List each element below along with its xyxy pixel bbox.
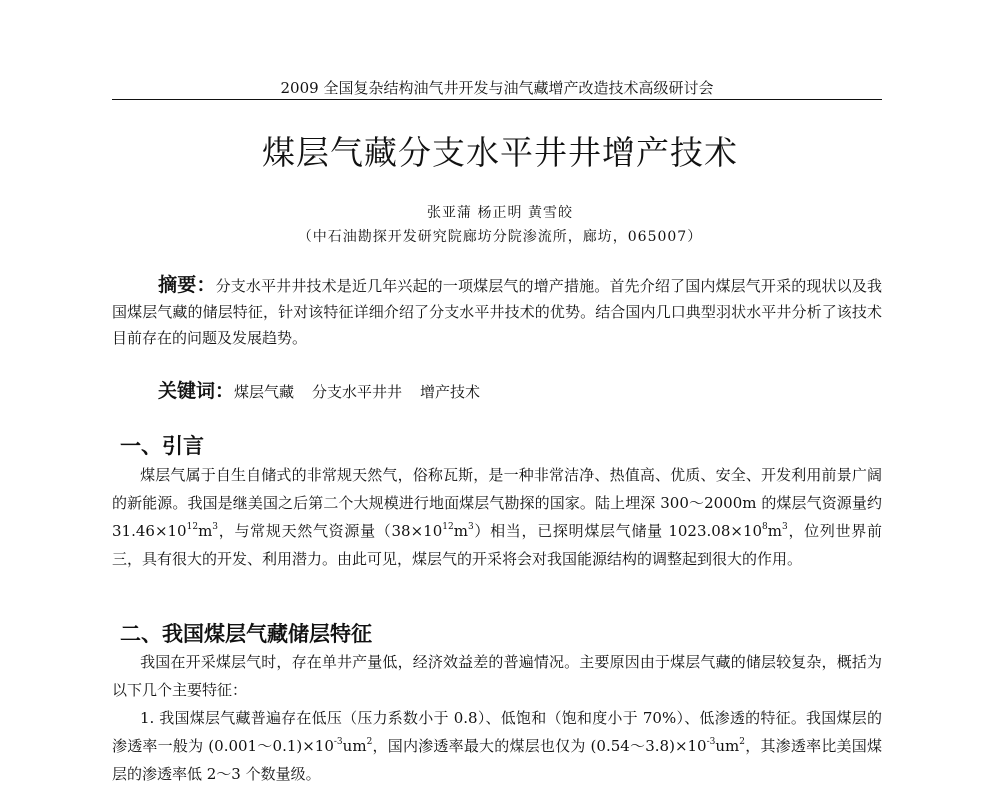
superscript: 12 — [442, 522, 454, 532]
keywords-label: 关键词： — [158, 380, 235, 402]
superscript: 8 — [762, 522, 768, 532]
conference-header: 2009 全国复杂结构油气井开发与油气藏增产改造技术高级研讨会 — [280, 79, 714, 97]
text-run: ）相当，已探明煤层气储量 1023.08×10 — [473, 522, 763, 540]
text-run: m — [453, 522, 468, 540]
section-heading-introduction: 一、引言 — [120, 434, 204, 458]
keyword: 增产技术 — [420, 383, 481, 401]
superscript: 12 — [186, 522, 199, 532]
keywords — [158, 378, 858, 405]
text-run: 1. 我国煤层气藏普遍存在低压（压力系数小于 0.8）、低饱和（饱和度小于 70%）、低渗透的特征。我国煤层的渗透率一般为 (0.001～0.1)×10 — [112, 709, 882, 755]
superscript: 2 — [366, 737, 373, 747]
abstract — [112, 272, 882, 351]
text-run: um — [342, 737, 367, 755]
text-run: ，其渗透率比美国煤层的渗透率低 2～3 个数量级。 — [112, 737, 882, 783]
keyword: 煤层气藏 — [234, 383, 295, 401]
text-run: 我国在开采煤层气时，存在单井产量低，经济效益差的普遍情况。主要原因由于煤层气藏的储层较复杂，概括为以下几个主要特征： — [112, 653, 882, 699]
abstract-text: 分支水平井井技术是近几年兴起的一项煤层气的增产措施。首先介绍了国内煤层气开采的现状以及我国煤层气藏的储层特征，针对该特征详细介绍了分支水平井技术的优势。结合国内几口典型羽状水平井分析了该技术目前存在的问题及发展趋势。 — [112, 277, 882, 347]
text-run: m — [767, 522, 783, 540]
reservoir-paragraph — [112, 648, 882, 704]
text-run: m — [198, 522, 213, 540]
superscript: 3 — [212, 522, 219, 532]
text-run: um — [715, 737, 740, 755]
text-run: ，国内渗透率最大的煤层也仅为 (0.54～3.8)×10 — [372, 737, 707, 755]
keyword: 分支水平井井 — [312, 383, 403, 401]
header-rule — [112, 99, 882, 100]
text-run: 煤层气属于自生自储式的非常规天然气，俗称瓦斯，是一种非常洁净、热值高、优质、安全、开发利用前景广阔的新能源。我国是继美国之后第二个大规模进行地面煤层气勘探的国家。陆上埋深 300～2000m 的煤层气资源量约 31.46×10 — [112, 466, 882, 540]
section-heading-reservoir: 二、我国煤层气藏储层特征 — [120, 622, 372, 646]
superscript: -3 — [706, 737, 716, 747]
intro-paragraph — [112, 461, 882, 573]
paper-affiliation: （中石油勘探开发研究院廊坊分院渗流所，廊坊，065007） — [297, 229, 703, 245]
abstract-label: 摘要： — [158, 274, 216, 296]
superscript: 3 — [782, 522, 788, 532]
reservoir-feature-paragraph — [112, 704, 882, 788]
superscript: -3 — [333, 737, 343, 747]
superscript: 3 — [467, 522, 474, 532]
superscript: 2 — [739, 737, 746, 747]
text-run: ，位列世界前三，具有很大的开发、利用潜力。由此可见，煤层气的开采将会对我国能源结构的调整起到很大的作用。 — [112, 522, 882, 568]
text-run: ，与常规天然气资源量（38×10 — [218, 522, 443, 540]
paper-authors: 张亚蒲 杨正明 黄雪皎 — [427, 205, 573, 221]
paper-title: 煤层气藏分支水平井井增产技术 — [262, 133, 738, 172]
